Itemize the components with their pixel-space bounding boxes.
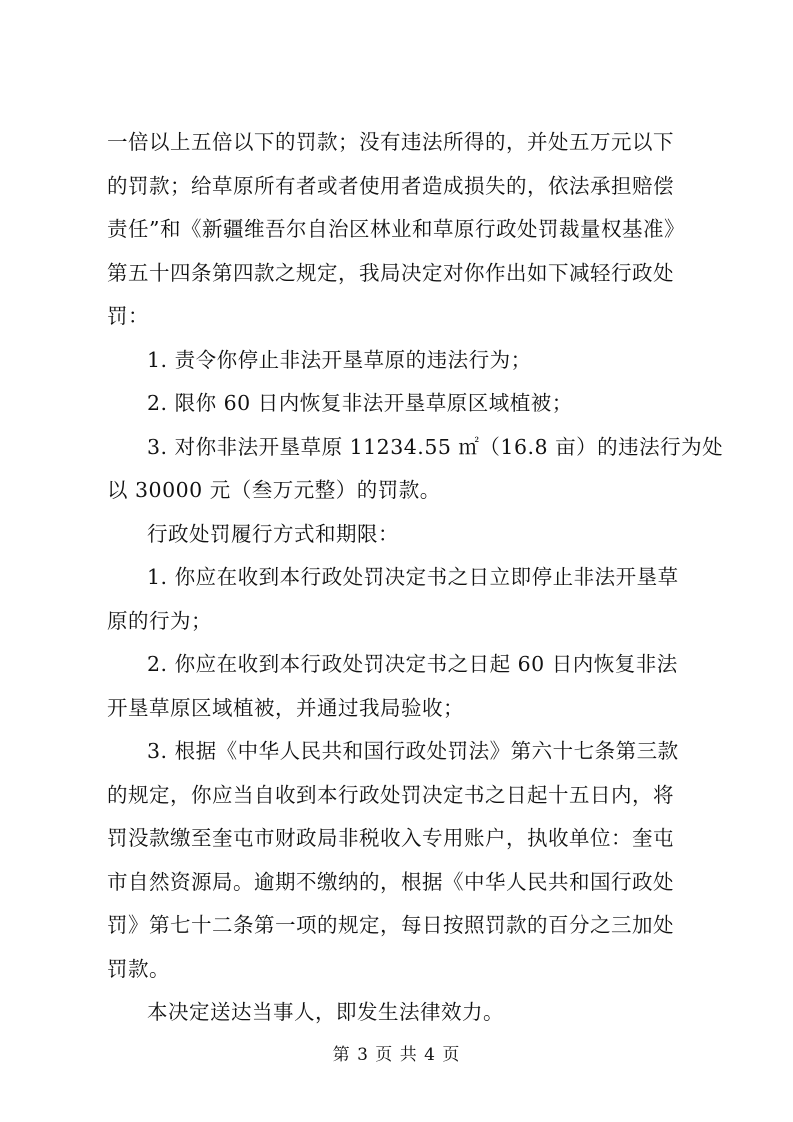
body-line-final: 本决定送达当事人，即发生法律效力。 xyxy=(147,1000,504,1024)
body-line: 的规定，你应当自收到本行政处罚决定书之日起十五日内，将 xyxy=(107,782,674,807)
body-line: 一倍以上五倍以下的罚款；没有违法所得的，并处五万元以下 xyxy=(107,130,674,154)
body-line: 2. 你应在收到本行政处罚决定书之日起 60 日内恢复非法 xyxy=(147,652,678,676)
body-line: 责任”和《新疆维吾尔自治区林业和草原行政处罚裁量权基准》 xyxy=(107,217,685,241)
body-line: 1. 你应在收到本行政处罚决定书之日立即停止非法开垦草 xyxy=(147,565,679,589)
body-line: 罚没款缴至奎屯市财政局非税收入专用账户，执收单位：奎屯 xyxy=(107,826,674,850)
body-line: 开垦草原区域植被，并通过我局验收； xyxy=(107,695,464,720)
body-line: 罚》第七十二条第一项的规定，每日按照罚款的百分之三加处 xyxy=(107,913,674,937)
body-line: 罚款。 xyxy=(107,956,170,981)
body-line: 3. 根据《中华人民共和国行政处罚法》第六十七条第三款 xyxy=(147,739,679,763)
body-line: 罚： xyxy=(107,304,149,328)
body-line: 以 30000 元（叁万元整）的罚款。 xyxy=(107,478,441,502)
body-line: 市自然资源局。逾期不缴纳的，根据《中华人民共和国行政处 xyxy=(107,869,674,894)
page-number-footer: 第 3 页 共 4 页 xyxy=(332,1045,461,1065)
body-line: 3. 对你非法开垦草原 11234.55 ㎡（16.8 亩）的违法行为处 xyxy=(147,434,724,459)
body-line: 的罚款；给草原所有者或者使用者造成损失的，依法承担赔偿 xyxy=(107,173,674,198)
body-line: 原的行为； xyxy=(107,608,212,633)
body-line: 2. 限你 60 日内恢复非法开垦草原区域植被； xyxy=(147,391,573,415)
body-line: 1. 责令你停止非法开垦草原的违法行为； xyxy=(147,347,532,372)
body-line: 行政处罚履行方式和期限： xyxy=(147,521,399,546)
body-line: 第五十四条第四款之规定，我局决定对你作出如下减轻行政处 xyxy=(107,260,674,285)
